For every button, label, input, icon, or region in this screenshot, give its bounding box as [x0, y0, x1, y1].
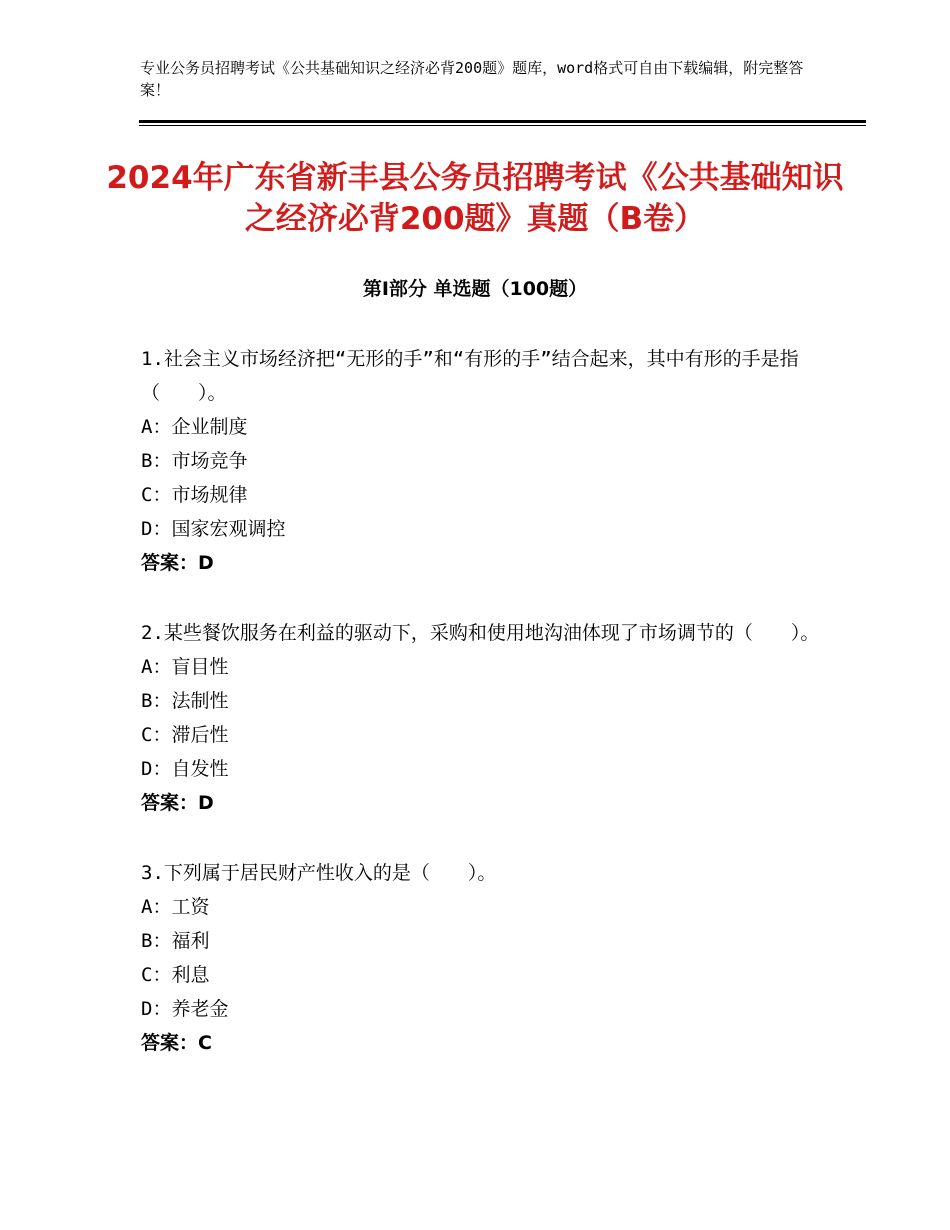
header-divider-thin [139, 125, 866, 126]
option-b: B：市场竞争 [141, 450, 248, 472]
section-heading: 第Ⅰ部分 单选题（100题） [362, 278, 588, 300]
question-stem: 1.社会主义市场经济把“无形的手”和“有形的手”结合起来，其中有形的手是指（ ）。 [141, 348, 799, 404]
option-b: B：法制性 [141, 690, 229, 712]
question-stem: 3.下列属于居民财产性收入的是（ ）。 [141, 862, 497, 884]
option-a: A：企业制度 [141, 416, 248, 438]
document-title: 2024年广东省新丰县公务员招聘考试《公共基础知识之经济必背200题》真题（B卷） [106, 160, 844, 237]
option-a: A：工资 [141, 896, 210, 918]
answer-line: 答案：D [141, 792, 214, 814]
header-note: 专业公务员招聘考试《公共基础知识之经济必背200题》题库，word格式可自由下载编辑，附完整答案！ [140, 59, 804, 99]
option-a: A：盲目性 [141, 656, 229, 678]
option-c: C：滞后性 [141, 724, 229, 746]
question-2 [141, 616, 821, 820]
answer-line: 答案：D [141, 552, 214, 574]
question-list [141, 342, 821, 1096]
answer-line: 答案：C [141, 1032, 212, 1054]
option-b: B：福利 [141, 930, 210, 952]
header-divider-thick [139, 120, 866, 123]
option-d: D：自发性 [141, 758, 229, 780]
option-d: D：养老金 [141, 998, 229, 1020]
option-d: D：国家宏观调控 [141, 518, 286, 540]
question-stem: 2.某些餐饮服务在利益的驱动下，采购和使用地沟油体现了市场调节的（ ）。 [141, 622, 820, 644]
question-3 [141, 856, 821, 1060]
option-c: C：市场规律 [141, 484, 248, 506]
option-c: C：利息 [141, 964, 210, 986]
question-1 [141, 342, 821, 580]
